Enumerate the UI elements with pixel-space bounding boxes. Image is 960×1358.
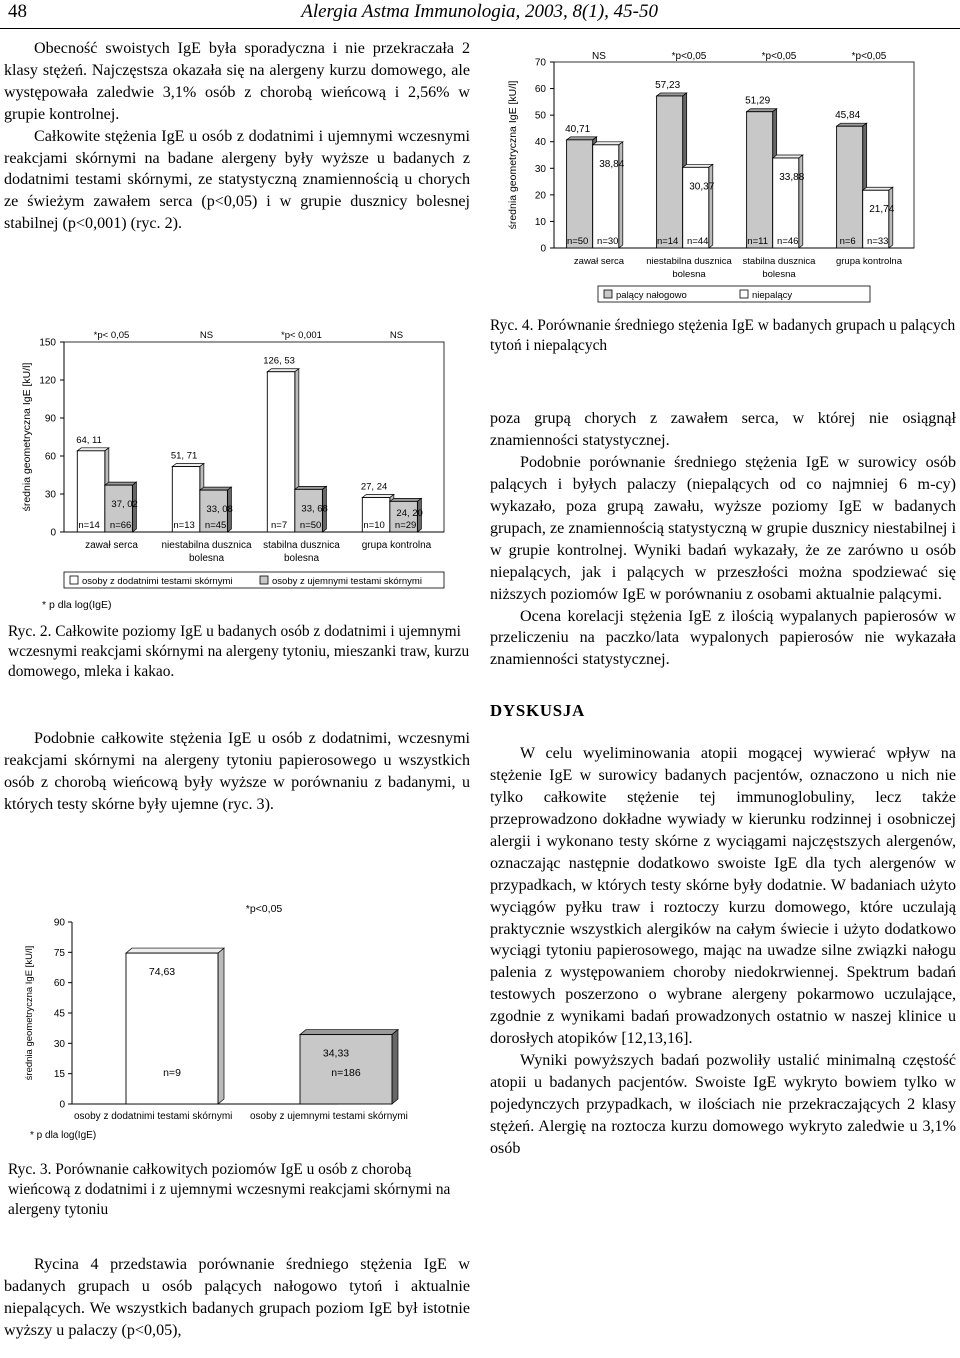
footnote: * p dla log(IgE) <box>42 599 112 611</box>
data-label: 21,74 <box>869 204 895 216</box>
category-label: grupa kontrolna <box>835 256 903 267</box>
category-label: bolesna <box>672 269 706 280</box>
category-label: zawał serca <box>85 540 138 551</box>
data-label: 30,37 <box>689 181 715 193</box>
right-column <box>490 316 956 1160</box>
data-label: 37, 02 <box>111 499 138 511</box>
n-label: n=10 <box>363 520 385 531</box>
n-label: n=186 <box>331 1067 361 1079</box>
bar-side <box>709 164 713 248</box>
data-label: 33, 08 <box>206 504 233 516</box>
category-label: grupa kontrolna <box>361 540 432 551</box>
n-label: n=44 <box>687 236 709 247</box>
legend-label: palący nałogowo <box>616 290 687 301</box>
y-tick-label: 70 <box>534 57 546 69</box>
legend-swatch <box>70 576 78 584</box>
bar-side <box>889 187 893 248</box>
paragraph-pack-years: Ocena korelacji stężenia IgE z ilością wypalanych papierosów w przeliczeniu na paczko/lata wypalonych papierosów nie wykazała znamienności statystycznej. <box>490 607 956 669</box>
significance-label: *p< 0,05 <box>93 330 130 341</box>
bar <box>837 126 863 248</box>
data-label: 33,88 <box>779 171 805 183</box>
y-tick-label: 40 <box>534 137 546 149</box>
paragraph-total-ige: Całkowite stężenia IgE u osób z dodatnimi i ujemnymi wczesnymi reakcjami skórnymi na badane alergeny były wyższe u badanych z dodatnimi testami skórnymi, ze statystyczną znamiennością u chorych ze świeżym zawałem serca (p<0,05) i w grupie dusznicy bolesnej stabilnej (p<0,001) (ryc. 2). <box>4 127 470 233</box>
journal-title: Alergia Astma Immunologia, 2003, 8(1), 45-50 <box>301 1 658 22</box>
bar-top <box>200 487 232 490</box>
y-tick-label: 45 <box>53 1008 65 1020</box>
n-label: n=66 <box>109 520 132 531</box>
footnote: * p dla log(IgE) <box>30 1130 97 1141</box>
legend-label: osoby z dodatnimi testami skórnymi <box>82 576 233 587</box>
bar-top <box>126 948 224 953</box>
bar-top <box>300 1030 398 1035</box>
y-tick-label: 90 <box>44 413 56 425</box>
figure-2-chart <box>8 326 472 612</box>
y-tick-label: 60 <box>534 84 546 96</box>
legend-swatch <box>260 576 268 584</box>
data-label: 24, 20 <box>396 508 423 519</box>
significance-label: NS <box>199 330 214 341</box>
paragraph-specific-ige: Obecność swoistych IgE była sporadyczna i nie przekraczała 2 klasy stężeń. Najczęstsza okazała się na alergeny kurzu domowego, ale występowała zaledwie 3,1% osób z chorobą wieńcową i 2,56% w grupie kontrolnej. <box>4 40 470 123</box>
y-axis-label: średnia geometryczna IgE [kU/l] <box>507 80 519 230</box>
figure-2-svg <box>8 326 472 612</box>
page-number: 48 <box>8 1 27 22</box>
data-label: 45,84 <box>835 110 861 122</box>
left-column-bottom <box>4 1254 470 1342</box>
n-label: n=7 <box>271 520 288 531</box>
n-label: n=13 <box>173 520 195 531</box>
n-label: n=50 <box>299 520 322 531</box>
data-label: 57,23 <box>655 79 681 91</box>
y-tick-label: 10 <box>534 216 546 228</box>
data-label: 126, 53 <box>263 355 295 367</box>
y-tick-label: 60 <box>53 978 65 990</box>
data-label: 40,71 <box>565 123 591 135</box>
bar-top <box>172 464 204 467</box>
y-tick-label: 120 <box>39 375 56 387</box>
figure-3-svg <box>8 892 448 1152</box>
category-label: niestabilna dusznica <box>646 256 732 267</box>
n-label: n=50 <box>566 236 589 247</box>
left-column-middle <box>4 728 470 816</box>
significance-label: *p<0,05 <box>245 903 283 915</box>
figure-4-caption: Ryc. 4. Porównanie średniego stężenia IgE w badanych grupach u palących tytoń i niepalących <box>490 317 956 355</box>
figure-3-caption-block <box>8 1160 470 1221</box>
n-label: n=29 <box>394 520 417 531</box>
significance-label: NS <box>389 330 404 341</box>
bar-top <box>267 369 299 372</box>
y-tick-label: 50 <box>534 110 546 122</box>
header-rule <box>0 28 960 29</box>
bar-top <box>295 486 327 489</box>
n-label: n=14 <box>78 520 100 531</box>
page-header <box>0 0 960 30</box>
bar-top <box>105 482 137 485</box>
paragraph-discussion-1: W celu wyeliminowania atopii mogącej wywierać wpływ na stężenie IgE w surowicy badanych pacjentów, oznaczono u nich nie tylko całkowite stężenie tej immunoglobuliny, lecz także przeprowadzono dokładne wywiady w kierunku rodzinnej i osobniczej alergii i wykonano testy skórne z wyciągami najczęstszych alergenów, oznaczając następnie dodatkowo swoiste IgE dla tych alergenów w przypadkach, w których testy skórne były dodatnie. W badaniach użyto wyciągów pyłku traw i roztoczy kurzu domowego, które uczulają praktycznie wszystkich alergików na całym świecie i użyto dodatkowo wyciągi tytoniu papierosowego, mając na uwadze silne związki nałogu palenia z występowaniem choroby niedokrwiennej. Spektrum badań testowych poszerzono o wybrane alergeny pokarmowo uczulające, zgodnie z wynikami badań prowadzonych ostatnio w naszej klinice u dorosłych atopików [12,13,16]. <box>490 745 956 1048</box>
category-label: bolesna <box>283 553 320 564</box>
bar <box>567 140 593 248</box>
n-label: n=9 <box>163 1067 181 1079</box>
data-label: 64, 11 <box>76 434 102 446</box>
figure-2-caption: Ryc. 2. Całkowite poziomy IgE u badanych osób z dodatnimi i ujemnymi wczesnymi reakcjami skórnymi na alergeny tytoniu, mieszanki traw, kurzu domowego, mleka i kakao. <box>8 623 470 681</box>
y-tick-label: 20 <box>534 190 546 202</box>
bar-top <box>773 155 803 158</box>
bar <box>267 372 295 532</box>
n-label: n=6 <box>839 236 856 247</box>
y-tick-label: 30 <box>44 489 56 501</box>
bar-top <box>747 109 777 112</box>
y-tick-label: 0 <box>540 243 546 255</box>
y-tick-label: 0 <box>59 1099 65 1111</box>
paragraph-tobacco-skin-tests: Podobnie całkowite stężenia IgE u osób z dodatnimi, wczesnymi reakcjami skórnymi na alergeny tytoniu papierosowego u wszystkich osób z chorobą wieńcową były wyższe w porównaniu z badanymi, u których testy skórne były ujemne (ryc. 3). <box>4 730 470 813</box>
y-tick-label: 150 <box>39 337 56 349</box>
data-label: 51, 71 <box>170 450 198 462</box>
bar-top <box>362 494 394 497</box>
paragraph-figure-4-description: Rycina 4 przedstawia porównanie średniego stężenia IgE w badanych grupach u osób palących nałogowo tytoń i aktualnie niepalących. We wszystkich badanych grupach poziom IgE był istotnie wyższy u palaczy (p<0,05), <box>4 1256 470 1339</box>
figure-4-svg <box>490 46 956 312</box>
paragraph-discussion-2: Wyniki powyższych badań pozwoliły ustalić minimalną częstość atopii u badanych pacjentów. Swoiste IgE wykryto bowiem tylko w pojedynczych przypadkach, w ilościach nie przekraczających 2 klasy stężeń. Alergię na roztocza kurzu domowego wykryto zaledwie u 3,1% osób <box>490 1051 956 1157</box>
y-axis-label: średnia geometryczna IgE [kU/l] <box>21 362 33 512</box>
bar-side <box>799 155 803 248</box>
y-tick-label: 30 <box>53 1038 65 1050</box>
category-label: niestabilna dusznica <box>161 540 252 551</box>
bar-top <box>863 187 893 190</box>
bar-top <box>77 448 109 451</box>
n-label: n=45 <box>204 520 227 531</box>
n-label: n=30 <box>597 236 619 247</box>
data-label: 27, 24 <box>360 481 388 493</box>
paragraph-former-smokers: Podobnie porównanie średniego stężenia IgE w surowicy osób palących i byłych palaczy (niepalących od co najmniej 6 m-cy) wykazało, poza grupą zawału, wyższe poziomy IgE w badanych grupach, ze znamiennością statystyczną w grupie dusznicy niestabilnej i w grupie kontrolnej. Wyniki badań wykazały, że ze zarówno u osób niepalących, jak i palących w przeszłości można spodziewać się niższych poziomów IgE w porównaniu z osobami aktualnie palącymi. <box>490 454 956 603</box>
figure-2-caption-block <box>8 622 470 683</box>
data-label: 38,84 <box>599 158 625 170</box>
y-tick-label: 15 <box>53 1069 65 1081</box>
significance-label: *p<0,05 <box>761 51 797 62</box>
n-label: n=14 <box>656 236 679 247</box>
legend-label: osoby z ujemnymi testami skórnymi <box>272 576 422 587</box>
category-label: stabilna dusznica <box>263 540 340 551</box>
bar-side <box>619 142 623 248</box>
bar-side <box>392 1030 398 1104</box>
n-label: n=33 <box>867 236 889 247</box>
category-label: osoby z ujemnymi testami skórnymi <box>250 1111 408 1122</box>
legend-swatch <box>740 290 748 298</box>
n-label: n=46 <box>777 236 799 247</box>
data-label: 74,63 <box>148 966 176 979</box>
data-label: 51,29 <box>745 95 771 107</box>
category-label: osoby z dodatnimi testami skórnymi <box>74 1111 233 1122</box>
category-label: bolesna <box>188 553 225 564</box>
left-column <box>4 38 470 235</box>
figure-3-caption: Ryc. 3. Porównanie całkowitych poziomów IgE u osób z chorobą wieńcową z dodatnimi i z ujemnymi wczesnymi reakcjami skórnymi na alergeny tytoniu <box>8 1161 451 1219</box>
legend-swatch <box>604 290 612 298</box>
section-heading-discussion: DYSKUSJA <box>490 701 585 721</box>
y-axis-label: średnia geometryczna IgE [kU/l] <box>24 945 35 1081</box>
y-tick-label: 90 <box>53 917 65 929</box>
legend-label: niepalący <box>752 290 793 301</box>
y-tick-label: 0 <box>50 527 56 539</box>
figure-4-chart <box>490 46 956 312</box>
y-tick-label: 75 <box>53 947 65 959</box>
figure-3-chart <box>8 892 448 1152</box>
category-label: zawał serca <box>573 256 625 267</box>
y-tick-label: 30 <box>534 163 546 175</box>
data-label: 33, 68 <box>301 503 328 515</box>
significance-label: *p<0,05 <box>851 51 887 62</box>
paragraph-smokers-continuation: poza grupą chorych z zawałem serca, w której nie osiągnął znamienności statystycznej. <box>490 410 956 450</box>
significance-label: *p< 0,001 <box>281 330 322 341</box>
y-tick-label: 60 <box>44 451 56 463</box>
category-label: bolesna <box>762 269 796 280</box>
category-label: stabilna dusznica <box>742 256 816 267</box>
significance-label: NS <box>592 51 606 62</box>
n-label: n=11 <box>747 236 769 247</box>
bar <box>657 96 683 248</box>
data-label: 34,33 <box>322 1047 350 1060</box>
bar <box>747 112 773 248</box>
significance-label: *p<0,05 <box>671 51 707 62</box>
bar-side <box>218 948 224 1104</box>
